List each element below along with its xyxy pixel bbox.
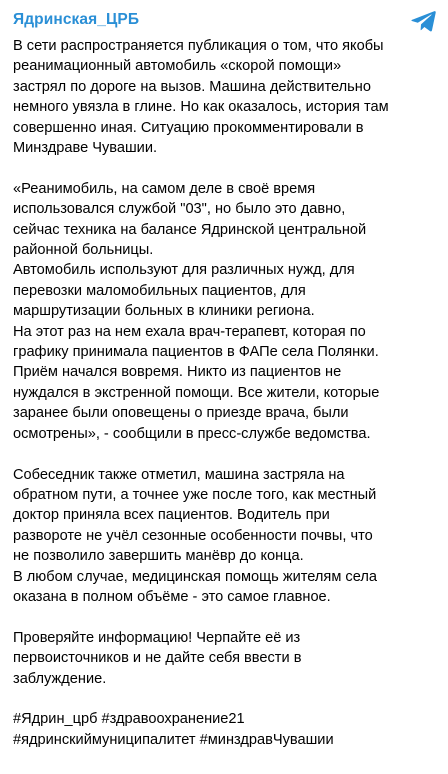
text-line: заранее были оповещены о приезде врача, были: [13, 405, 349, 422]
text-line: сейчас техника на балансе Ядринской центральной: [13, 221, 367, 238]
text-line: развороте не учёл сезонные особенности почвы, что: [13, 527, 373, 544]
text-line: оказана в полном объёме - это самое главное.: [13, 588, 331, 605]
text-line: В сети распространяется публикация о том, что якобы: [13, 38, 384, 54]
hashtags: [13, 709, 436, 750]
telegram-icon: [411, 9, 437, 33]
paragraph-gap: [13, 158, 436, 178]
text-line: графику принимала пациентов в ФАПе села Полянки.: [13, 344, 379, 361]
paragraph: [13, 628, 436, 689]
text-line: Автомобиль используют для различных нужд, для: [13, 262, 355, 279]
text-line: перевозки маломобильных пациентов, для: [13, 282, 306, 299]
paragraph-gap: [13, 689, 436, 709]
text-line: районной больницы.: [13, 242, 154, 259]
text-line: нуждался в экстренной помощи. Все жители, которые: [13, 384, 380, 401]
text-line: доктор приняла всех пациентов. Водитель при: [13, 507, 330, 524]
paragraph-gap: [13, 444, 436, 464]
text-line: Минздраве Чувашии.: [13, 140, 158, 157]
text-line: использовался службой "03", но было это давно,: [13, 201, 346, 218]
paragraph: [13, 465, 436, 608]
text-line: На этот раз на нем ехала врач-терапевт, которая по: [13, 323, 366, 340]
text-line: совершенно иная. Ситуацию прокомментировали в: [13, 119, 364, 136]
text-line: Приём начался вовремя. Никто из пациентов не: [13, 364, 342, 381]
text-line: первоисточников и не дайте себя ввести в: [13, 650, 302, 667]
text-line: Проверяйте информацию! Черпайте её из: [13, 629, 301, 646]
text-line: застрял по дороге на вызов. Машина действительно: [13, 78, 371, 95]
text-line: обратном пути, а точнее уже после того, как местный: [13, 486, 377, 503]
text-line: не позволило завершить манёвр до конца.: [13, 548, 304, 565]
post-text: [13, 36, 436, 750]
post-header: [13, 10, 436, 34]
paragraph-gap: [13, 607, 436, 627]
hashtag-line[interactable]: #Ядрин_црб #здравоохранение21: [13, 711, 245, 728]
paragraph: [13, 36, 436, 158]
text-line: заблуждение.: [13, 670, 107, 687]
text-line: осмотрены», - сообщили в пресс-службе ведомства.: [13, 425, 371, 442]
text-line: «Реанимобиль, на самом деле в своё время: [13, 180, 316, 197]
text-line: реанимационный автомобиль «скорой помощи»: [13, 58, 342, 75]
text-line: немного увязла в глине. Но как оказалось, история там: [13, 99, 389, 116]
text-line: маршрутизации больных в клиники региона.: [13, 303, 315, 320]
text-line: Собеседник также отметил, машина застряла на: [13, 466, 345, 483]
channel-name[interactable]: Ядринская_ЦРБ: [13, 11, 140, 28]
text-line: В любом случае, медицинская помощь жителям села: [13, 568, 377, 585]
hashtag-line[interactable]: #ядринскиймуниципалитет #минздравЧувашии: [13, 731, 334, 748]
paragraph: [13, 179, 436, 444]
